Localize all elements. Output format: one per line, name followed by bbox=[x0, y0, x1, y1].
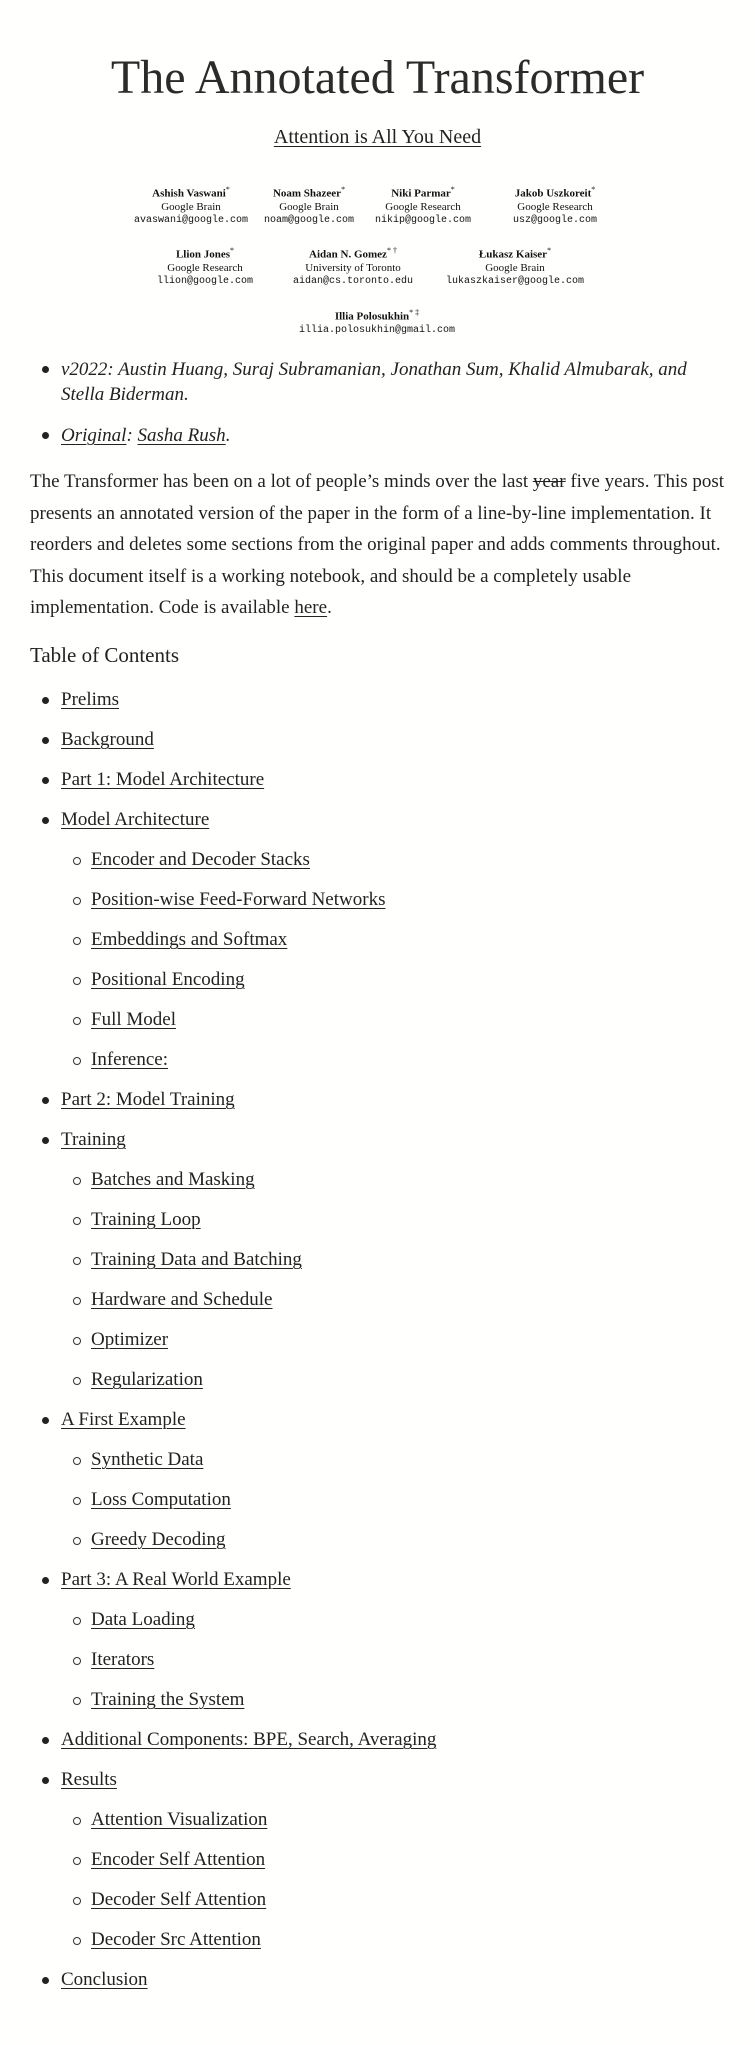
author-name: Jakob Uszkoreit bbox=[514, 187, 592, 200]
author-affiliation: Google Brain bbox=[161, 200, 221, 213]
toc-item bbox=[30, 803, 730, 843]
author-affiliation: Google Research bbox=[167, 261, 243, 274]
author-email: llion@google.com bbox=[156, 275, 253, 287]
author-card bbox=[287, 306, 467, 337]
author-affiliation: Google Brain bbox=[279, 200, 339, 213]
toc-item bbox=[30, 1243, 730, 1283]
author-email: nikip@google.com bbox=[374, 214, 471, 226]
credits-list bbox=[30, 357, 730, 464]
author-mark: * ‡ bbox=[409, 308, 420, 317]
toc-link[interactable]: Part 1: Model Architecture bbox=[61, 769, 265, 790]
circle-bullet-icon bbox=[73, 1337, 81, 1345]
author-mark: * bbox=[341, 185, 346, 194]
author-name: Illia Polosukhin bbox=[334, 310, 410, 323]
toc-link[interactable]: Model Architecture bbox=[61, 809, 210, 830]
toc-item bbox=[30, 1043, 730, 1083]
toc-item bbox=[30, 723, 730, 763]
toc-item bbox=[30, 1003, 730, 1043]
circle-bullet-icon bbox=[73, 1937, 81, 1945]
intro-text-body: five years. This post presents an annotated version of the paper in the form of a line-by-line implementation. It reorders and deletes some sections from the original paper and adds comments throughout. This document itself is a working notebook, and should be a completely usable implementation. Code is available bbox=[30, 471, 725, 618]
circle-bullet-icon bbox=[73, 1297, 81, 1305]
toc-link[interactable]: Data Loading bbox=[91, 1609, 195, 1630]
disc-bullet-icon bbox=[42, 1577, 49, 1584]
toc-item bbox=[30, 1683, 730, 1723]
circle-bullet-icon bbox=[73, 857, 81, 865]
author-card bbox=[480, 183, 630, 227]
toc-item bbox=[30, 763, 730, 803]
disc-bullet-icon bbox=[42, 817, 49, 824]
disc-bullet-icon bbox=[42, 1417, 49, 1424]
circle-bullet-icon bbox=[73, 1457, 81, 1465]
disc-bullet-icon bbox=[42, 697, 49, 704]
toc-link[interactable]: A First Example bbox=[61, 1409, 186, 1430]
author-card bbox=[348, 183, 498, 227]
toc-link[interactable]: Training bbox=[61, 1129, 126, 1150]
toc-item bbox=[30, 1523, 730, 1563]
toc-item bbox=[30, 1883, 730, 1923]
toc-link[interactable]: Batches and Masking bbox=[91, 1169, 255, 1190]
toc-link[interactable]: Full Model bbox=[91, 1009, 176, 1030]
toc-link[interactable]: Part 3: A Real World Example bbox=[61, 1569, 291, 1590]
intro-text-end: . bbox=[327, 597, 332, 618]
toc-item bbox=[30, 1603, 730, 1643]
credit-sep: : bbox=[126, 425, 138, 446]
toc-item bbox=[30, 1443, 730, 1483]
author-affiliation: Google Brain bbox=[485, 261, 545, 274]
subtitle-container bbox=[0, 124, 755, 150]
toc-link[interactable]: Regularization bbox=[91, 1369, 203, 1390]
toc-link[interactable]: Training Loop bbox=[91, 1209, 201, 1230]
author-card bbox=[278, 244, 428, 288]
author-name: Aidan N. Gomez bbox=[309, 248, 387, 261]
toc-item bbox=[30, 923, 730, 963]
author-email: lukaszkaiser@google.com bbox=[445, 275, 585, 287]
toc-link[interactable]: Prelims bbox=[61, 689, 120, 710]
toc-item bbox=[30, 1123, 730, 1163]
author-name: Llion Jones bbox=[175, 248, 231, 261]
author-name: Ashish Vaswani bbox=[152, 187, 226, 200]
circle-bullet-icon bbox=[73, 1537, 81, 1545]
author-mark: * † bbox=[386, 246, 397, 255]
credit-item-original bbox=[30, 423, 730, 448]
code-link[interactable]: here bbox=[294, 597, 328, 618]
circle-bullet-icon bbox=[73, 1697, 81, 1705]
original-link[interactable]: Original bbox=[61, 425, 127, 446]
page-title: The Annotated Transformer bbox=[110, 51, 645, 104]
toc-link[interactable]: Inference: bbox=[91, 1049, 168, 1070]
toc-item bbox=[30, 1323, 730, 1363]
toc-item bbox=[30, 1723, 730, 1763]
author-mark: * bbox=[450, 185, 455, 194]
toc-list bbox=[30, 683, 730, 2003]
author-affiliation: Google Research bbox=[385, 200, 461, 213]
toc-item bbox=[30, 1483, 730, 1523]
toc-item bbox=[30, 883, 730, 923]
credit-v2022-text: v2022: Austin Huang, Suraj Subramanian, Jonathan Sum, Khalid Almubarak, and Stella Biderman. bbox=[61, 359, 687, 405]
toc-link[interactable]: Positional Encoding bbox=[91, 969, 245, 990]
toc-link[interactable]: Additional Components: BPE, Search, Averaging bbox=[61, 1729, 437, 1750]
circle-bullet-icon bbox=[73, 1657, 81, 1665]
disc-bullet-icon bbox=[42, 1097, 49, 1104]
toc-item bbox=[30, 963, 730, 1003]
struck-word: year bbox=[532, 471, 566, 492]
sasha-rush-link[interactable]: Sasha Rush bbox=[137, 425, 226, 446]
toc-link[interactable]: Results bbox=[61, 1769, 117, 1790]
toc-link[interactable]: Training the System bbox=[91, 1689, 245, 1710]
toc-link[interactable]: Optimizer bbox=[91, 1329, 169, 1350]
subtitle-link[interactable]: Attention is All You Need bbox=[273, 126, 482, 148]
toc-item bbox=[30, 1083, 730, 1123]
toc-item bbox=[30, 1403, 730, 1443]
author-name: Noam Shazeer bbox=[272, 187, 342, 200]
credit-end: . bbox=[225, 425, 231, 446]
toc-item bbox=[30, 1923, 730, 1963]
toc-item bbox=[30, 1763, 730, 1803]
toc-heading: Table of Contents bbox=[30, 643, 179, 667]
disc-bullet-icon bbox=[42, 1737, 49, 1744]
intro-text-start: The Transformer has been on a lot of people’s minds over the last bbox=[30, 471, 533, 492]
toc-link[interactable]: Hardware and Schedule bbox=[91, 1289, 273, 1310]
toc-item bbox=[30, 1803, 730, 1843]
circle-bullet-icon bbox=[73, 1177, 81, 1185]
toc-link[interactable]: Conclusion bbox=[61, 1969, 148, 1990]
author-affiliation: University of Toronto bbox=[305, 261, 401, 274]
author-mark: * bbox=[547, 246, 552, 255]
intro-paragraph bbox=[30, 466, 725, 624]
toc-link[interactable]: Position-wise Feed-Forward Networks bbox=[91, 889, 386, 910]
author-card bbox=[130, 244, 280, 288]
circle-bullet-icon bbox=[73, 1857, 81, 1865]
toc-item bbox=[30, 1283, 730, 1323]
circle-bullet-icon bbox=[73, 1617, 81, 1625]
circle-bullet-icon bbox=[73, 1257, 81, 1265]
toc-link[interactable]: Part 2: Model Training bbox=[61, 1089, 235, 1110]
toc-item bbox=[30, 1643, 730, 1683]
toc-item bbox=[30, 1563, 730, 1603]
author-email: avaswani@google.com bbox=[133, 214, 249, 226]
toc-item bbox=[30, 843, 730, 883]
circle-bullet-icon bbox=[73, 937, 81, 945]
toc-link[interactable]: Training Data and Batching bbox=[91, 1249, 302, 1270]
toc-item bbox=[30, 683, 730, 723]
author-mark: * bbox=[591, 185, 596, 194]
circle-bullet-icon bbox=[73, 1377, 81, 1385]
toc-item bbox=[30, 1843, 730, 1883]
circle-bullet-icon bbox=[73, 1817, 81, 1825]
author-email: illia.polosukhin@gmail.com bbox=[298, 324, 456, 336]
toc-link[interactable]: Iterators bbox=[91, 1649, 155, 1670]
toc-link[interactable]: Loss Computation bbox=[91, 1489, 231, 1510]
toc-link[interactable]: Encoder and Decoder Stacks bbox=[91, 849, 310, 870]
toc-item bbox=[30, 1203, 730, 1243]
toc-item bbox=[30, 1363, 730, 1403]
author-email: noam@google.com bbox=[263, 214, 354, 226]
circle-bullet-icon bbox=[73, 1897, 81, 1905]
toc-item bbox=[30, 1963, 730, 2003]
author-mark: * bbox=[230, 246, 235, 255]
disc-bullet-icon bbox=[42, 1137, 49, 1144]
disc-bullet-icon bbox=[42, 777, 49, 784]
author-card bbox=[440, 244, 590, 288]
circle-bullet-icon bbox=[73, 1217, 81, 1225]
circle-bullet-icon bbox=[73, 1057, 81, 1065]
toc-link[interactable]: Synthetic Data bbox=[91, 1449, 204, 1470]
author-affiliation: Google Research bbox=[517, 200, 593, 213]
author-name: Niki Parmar bbox=[391, 187, 451, 200]
circle-bullet-icon bbox=[73, 897, 81, 905]
author-email: aidan@cs.toronto.edu bbox=[292, 275, 414, 287]
credit-item-v2022 bbox=[30, 357, 730, 407]
circle-bullet-icon bbox=[73, 977, 81, 985]
toc-link[interactable]: Embeddings and Softmax bbox=[91, 929, 288, 950]
toc-link[interactable]: Decoder Self Attention bbox=[91, 1889, 267, 1910]
toc-item bbox=[30, 1163, 730, 1203]
disc-bullet-icon bbox=[42, 1977, 49, 1984]
disc-bullet-icon bbox=[42, 737, 49, 744]
circle-bullet-icon bbox=[73, 1017, 81, 1025]
author-name: Łukasz Kaiser bbox=[478, 248, 548, 261]
author-email: usz@google.com bbox=[512, 214, 597, 226]
circle-bullet-icon bbox=[73, 1497, 81, 1505]
toc-link[interactable]: Decoder Src Attention bbox=[91, 1929, 261, 1950]
toc-link[interactable]: Attention Visualization bbox=[91, 1809, 268, 1830]
author-mark: * bbox=[225, 185, 230, 194]
toc-link[interactable]: Greedy Decoding bbox=[91, 1529, 226, 1550]
disc-bullet-icon bbox=[42, 1777, 49, 1784]
toc-link[interactable]: Encoder Self Attention bbox=[91, 1849, 266, 1870]
toc-link[interactable]: Background bbox=[61, 729, 154, 750]
